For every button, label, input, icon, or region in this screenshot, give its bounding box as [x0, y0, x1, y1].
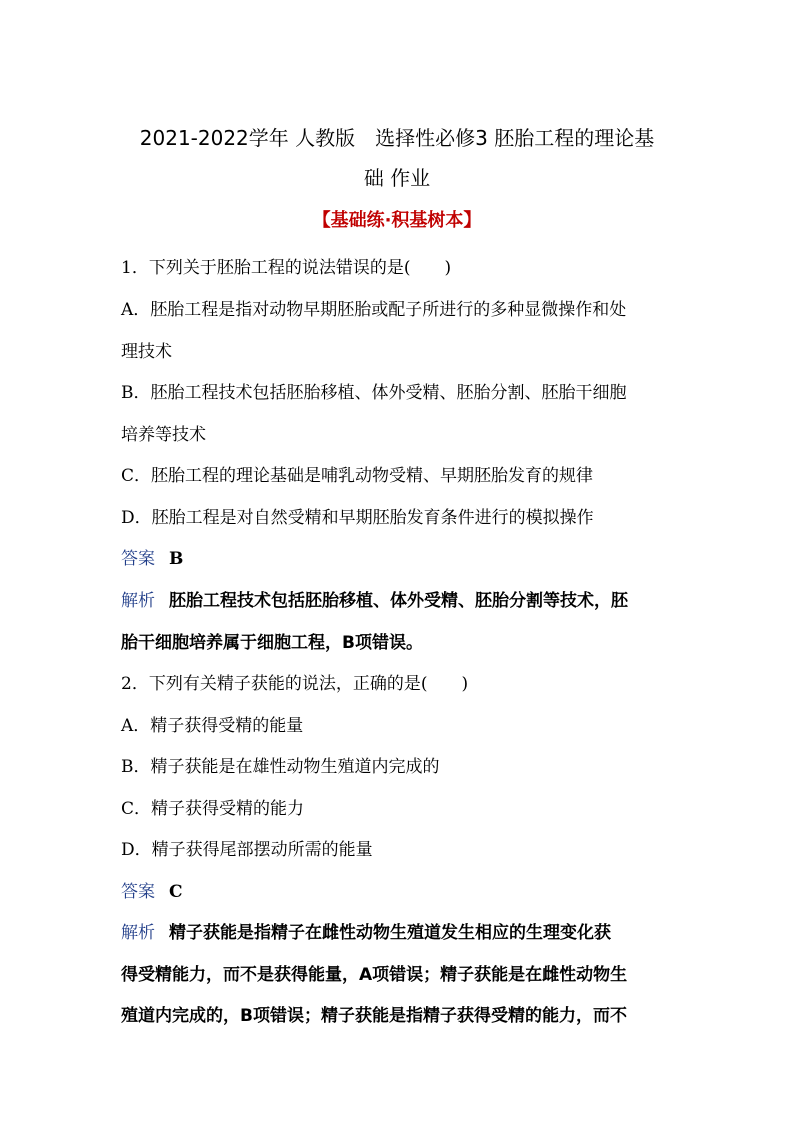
document-title-line-2: 础 作业	[363, 166, 431, 190]
answer-value: B	[169, 549, 184, 569]
question-2-option-a: A．精子获得受精的能量	[121, 716, 304, 736]
question-1-explanation-line-2: 胎干细胞培养属于细胞工程，B项错误。	[121, 633, 423, 653]
question-1-stem: 1．下列关于胚胎工程的说法错误的是( )	[121, 258, 452, 278]
question-1-option-d: D．胚胎工程是对自然受精和早期胚胎发育条件进行的模拟操作	[121, 508, 594, 528]
explanation-text: 胚胎工程技术包括胚胎移植、体外受精、胚胎分割等技术，胚	[169, 591, 628, 611]
section-heading: 【基础练·积基树本】	[312, 210, 482, 231]
question-1-explanation-line-1	[121, 586, 681, 611]
question-2-option-b: B．精子获能是在雄性动物生殖道内完成的	[121, 757, 440, 777]
explanation-text: 精子获能是指精子在雌性动物生殖道发生相应的生理变化获	[169, 923, 611, 943]
document-title-line-1: 2021-2022学年 人教版 选择性必修3 胚胎工程的理论基	[139, 126, 655, 150]
question-2-explanation-line-1	[121, 918, 681, 943]
answer-label: 答案	[121, 882, 155, 902]
question-1-answer	[121, 544, 681, 569]
question-2-explanation-line-3: 殖道内完成的，B项错误；精子获能是指精子获得受精的能力，而不	[121, 1006, 627, 1026]
question-2-option-d: D．精子获得尾部摆动所需的能量	[121, 840, 373, 860]
question-1-option-b-line-1: B．胚胎工程技术包括胚胎移植、体外受精、胚胎分割、胚胎干细胞	[121, 383, 627, 403]
question-1-option-b-line-2: 培养等技术	[121, 425, 206, 445]
explanation-label: 解析	[121, 591, 155, 611]
question-1-option-a-line-2: 理技术	[121, 342, 172, 362]
answer-value: C	[169, 882, 183, 902]
question-2-option-c: C．精子获得受精的能力	[121, 799, 305, 819]
explanation-label: 解析	[121, 923, 155, 943]
question-2-answer	[121, 877, 681, 902]
question-1-option-c: C．胚胎工程的理论基础是哺乳动物受精、早期胚胎发育的规律	[121, 466, 594, 486]
question-2-explanation-line-2: 得受精能力，而不是获得能量，A项错误；精子获能是在雌性动物生	[121, 965, 628, 985]
answer-label: 答案	[121, 549, 155, 569]
question-1-option-a-line-1: A．胚胎工程是指对动物早期胚胎或配子所进行的多种显微操作和处	[121, 300, 627, 320]
question-2-stem: 2．下列有关精子获能的说法，正确的是( )	[121, 674, 469, 694]
